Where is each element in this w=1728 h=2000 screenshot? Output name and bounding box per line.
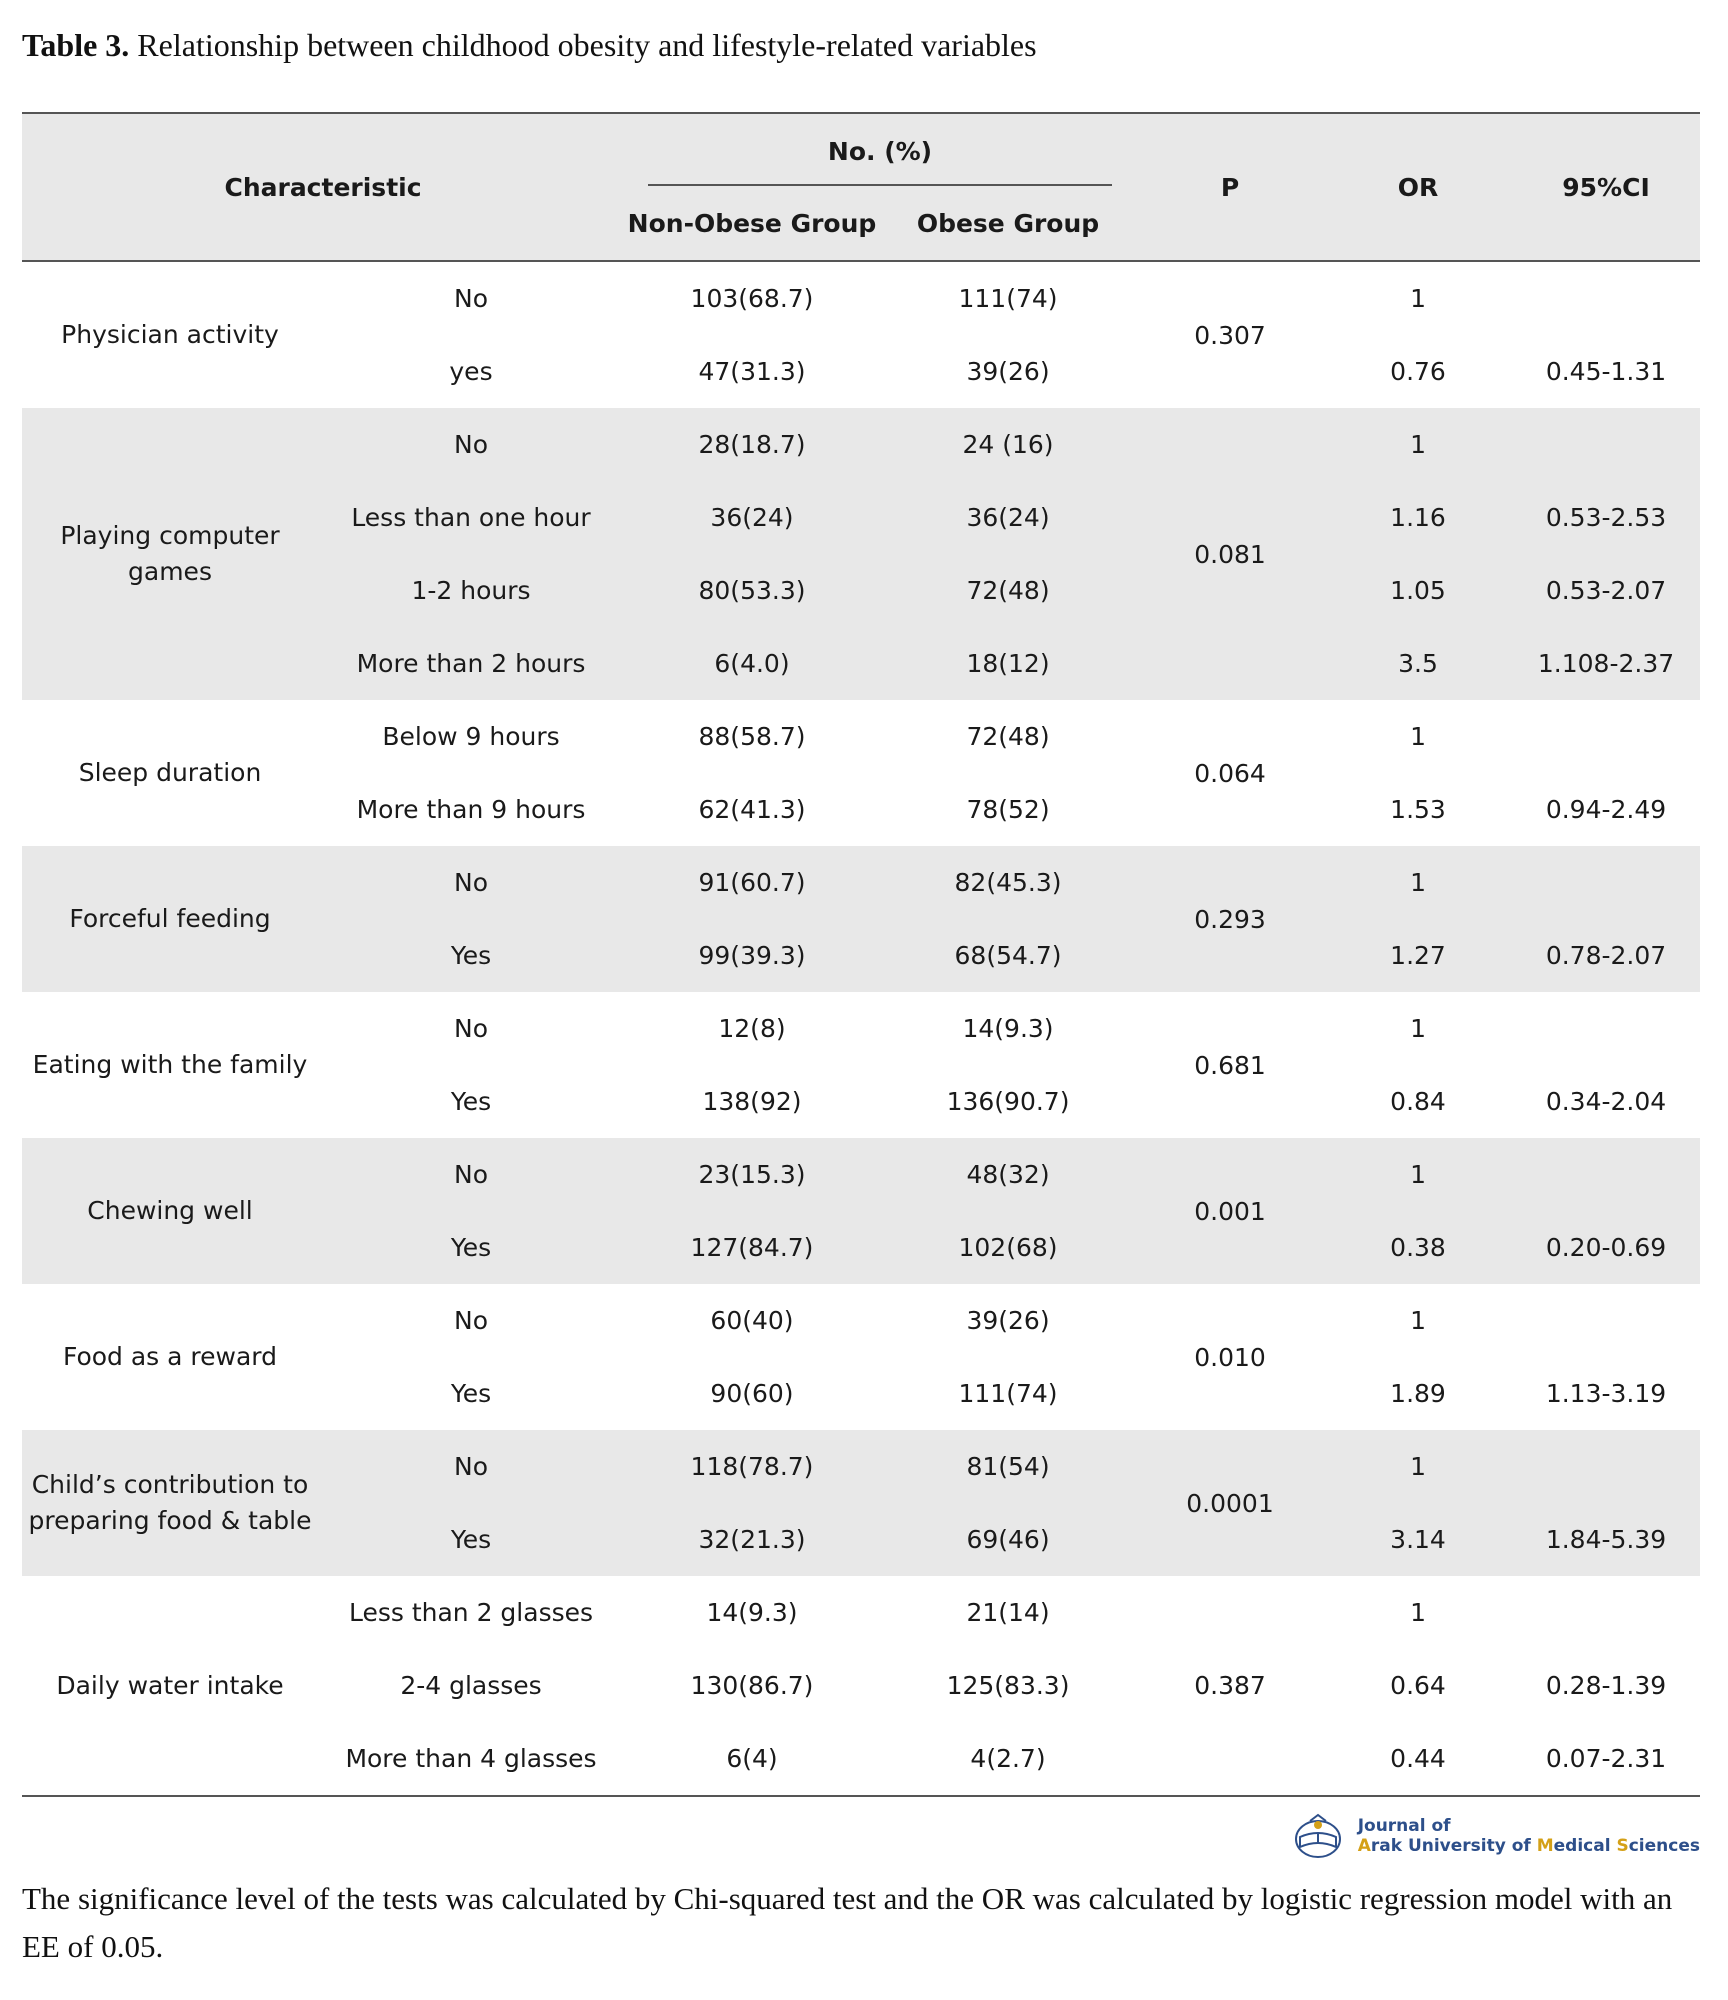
ci-cell: 1.108-2.37 — [1512, 627, 1700, 700]
obese-cell: 82(45.3) — [880, 846, 1136, 919]
footer — [22, 1797, 1700, 1875]
level-cell: 1-2 hours — [318, 554, 624, 627]
logo-text-f: ciences — [1628, 1836, 1700, 1856]
level-cell: More than 4 glasses — [345, 1744, 597, 1773]
journal-logo — [1290, 1811, 1700, 1861]
obese-cell: 69(46) — [880, 1503, 1136, 1576]
non-obese-cell: 80(53.3) — [624, 554, 880, 627]
header-ci: 95%CI — [1562, 172, 1650, 202]
obese-cell: 125(83.3) — [946, 1671, 1070, 1700]
or-cell: 1 — [1410, 1014, 1426, 1043]
table-label: Table 3. — [22, 27, 130, 63]
table-body — [22, 261, 1700, 1796]
or-cell: 1.27 — [1324, 919, 1512, 992]
or-cell: 1 — [1410, 722, 1426, 751]
p-value-cell: 0.0001 — [1136, 1430, 1324, 1576]
level-cell: No — [454, 1014, 488, 1043]
characteristic-name: Forceful feeding — [22, 846, 318, 992]
non-obese-cell: 12(8) — [718, 1014, 786, 1043]
or-cell: 1 — [1324, 1430, 1512, 1503]
non-obese-cell: 14(9.3) — [706, 1598, 798, 1627]
obese-cell: 111(74) — [958, 1379, 1058, 1408]
non-obese-cell: 103(68.7) — [690, 284, 814, 313]
header-characteristic: Characteristic — [224, 172, 422, 202]
or-cell: 1.16 — [1324, 481, 1512, 554]
ci-cell — [1512, 408, 1700, 481]
logo-text-b: rak University of — [1370, 1836, 1537, 1856]
or-cell: 1.05 — [1324, 554, 1512, 627]
ci-cell — [1512, 1430, 1700, 1503]
level-cell: Below 9 hours — [382, 722, 560, 751]
obese-cell: 39(26) — [966, 357, 1050, 386]
header-non-obese: Non-Obese Group — [627, 208, 877, 238]
non-obese-cell: 28(18.7) — [624, 408, 880, 481]
obese-cell: 4(2.7) — [970, 1744, 1046, 1773]
ci-cell: 1.84-5.39 — [1512, 1503, 1700, 1576]
page — [22, 20, 1700, 1971]
ci-cell: 0.94-2.49 — [1545, 795, 1667, 824]
table-row — [22, 1430, 1700, 1503]
level-cell: Less than one hour — [318, 481, 624, 554]
level-cell: yes — [449, 357, 493, 386]
or-cell: 0.64 — [1390, 1671, 1446, 1700]
level-cell: No — [318, 846, 624, 919]
obese-cell: 36(24) — [880, 481, 1136, 554]
non-obese-cell: 6(4.0) — [624, 627, 880, 700]
level-cell: Yes — [318, 1211, 624, 1284]
non-obese-cell: 130(86.7) — [690, 1671, 814, 1700]
ci-cell: 0.20-0.69 — [1512, 1211, 1700, 1284]
or-cell: 3.5 — [1324, 627, 1512, 700]
or-cell: 3.14 — [1324, 1503, 1512, 1576]
characteristic-name: Food as a reward — [62, 1342, 278, 1371]
p-value-cell: 0.307 — [1194, 320, 1266, 350]
or-cell: 0.38 — [1324, 1211, 1512, 1284]
characteristic-name: Playing computer games — [22, 408, 318, 700]
non-obese-cell: 62(41.3) — [698, 795, 806, 824]
characteristic-name: Physician activity — [61, 320, 279, 349]
or-cell: 0.76 — [1390, 357, 1446, 386]
non-obese-cell: 60(40) — [710, 1306, 794, 1335]
ci-cell: 0.78-2.07 — [1512, 919, 1700, 992]
ci-cell: 0.28-1.39 — [1545, 1671, 1667, 1700]
obese-cell: 48(32) — [880, 1138, 1136, 1211]
p-value-cell: 0.081 — [1136, 408, 1324, 700]
level-cell: Yes — [450, 1087, 492, 1116]
p-value-cell: 0.293 — [1136, 846, 1324, 992]
lifestyle-table — [22, 112, 1700, 1797]
table-title: Relationship between childhood obesity and lifestyle-related variables — [137, 27, 1037, 63]
ci-cell: 1.13-3.19 — [1545, 1379, 1667, 1408]
table-caption — [22, 20, 1700, 70]
p-value-cell: 0.681 — [1194, 1050, 1266, 1080]
table-row — [22, 992, 1700, 1065]
non-obese-cell: 23(15.3) — [624, 1138, 880, 1211]
obese-cell: 111(74) — [958, 284, 1058, 313]
ci-cell — [1512, 1138, 1700, 1211]
obese-cell: 18(12) — [880, 627, 1136, 700]
logo-letter-a: A — [1357, 1836, 1371, 1856]
characteristic-name: Daily water intake — [56, 1670, 284, 1700]
or-cell: 1 — [1410, 284, 1426, 313]
table-footnote: The significance level of the tests was calculated by Chi-squared test and the OR was calculated by logistic regression model with an EE of 0.05. — [22, 1881, 1673, 1964]
ci-cell: 0.53-2.07 — [1512, 554, 1700, 627]
header-group — [624, 113, 1136, 186]
table-row — [22, 1576, 1700, 1649]
or-cell: 0.84 — [1390, 1087, 1446, 1116]
journal-name-line1: Journal of — [1357, 1816, 1451, 1836]
level-cell: No — [454, 284, 488, 313]
ci-cell — [1512, 1576, 1700, 1649]
logo-text-d: edical — [1553, 1836, 1617, 1856]
obese-cell: 14(9.3) — [962, 1014, 1054, 1043]
table-row — [22, 700, 1700, 773]
obese-cell: 39(26) — [966, 1306, 1050, 1335]
level-cell: More than 9 hours — [356, 795, 586, 824]
header-or: OR — [1397, 172, 1439, 202]
non-obese-cell: 138(92) — [702, 1087, 802, 1116]
logo-letter-s: S — [1616, 1836, 1629, 1856]
non-obese-cell: 91(60.7) — [624, 846, 880, 919]
obese-cell: 21(14) — [966, 1598, 1050, 1627]
obese-cell: 81(54) — [880, 1430, 1136, 1503]
table-header — [22, 113, 1700, 261]
ci-cell — [1512, 700, 1700, 773]
level-cell: More than 2 hours — [318, 627, 624, 700]
table-row — [22, 846, 1700, 919]
or-cell: 1 — [1410, 1306, 1426, 1335]
or-cell: 1 — [1324, 1138, 1512, 1211]
non-obese-cell: 36(24) — [624, 481, 880, 554]
ci-cell: 0.53-2.53 — [1512, 481, 1700, 554]
obese-cell: 136(90.7) — [946, 1087, 1070, 1116]
or-cell: 1 — [1324, 408, 1512, 481]
non-obese-cell: 127(84.7) — [624, 1211, 880, 1284]
p-value-cell: 0.064 — [1194, 758, 1266, 788]
ci-cell: 0.34-2.04 — [1545, 1087, 1667, 1116]
table-row — [22, 408, 1700, 481]
header-p: P — [1220, 172, 1240, 202]
table-row — [22, 1138, 1700, 1211]
p-value-cell: 0.010 — [1194, 1342, 1266, 1372]
ci-cell — [1512, 846, 1700, 919]
obese-cell: 102(68) — [880, 1211, 1136, 1284]
header-group-label: No. (%) — [648, 137, 1112, 186]
book-emblem-icon — [1290, 1811, 1354, 1861]
ci-cell: 0.07-2.31 — [1545, 1744, 1667, 1773]
obese-cell: 72(48) — [966, 722, 1050, 751]
characteristic-name: Eating with the family — [32, 1050, 308, 1079]
characteristic-name: Chewing well — [22, 1138, 318, 1284]
level-cell: Yes — [318, 1503, 624, 1576]
or-cell: 0.44 — [1390, 1744, 1446, 1773]
ci-cell — [1512, 1284, 1700, 1357]
journal-name-line2 — [1358, 1836, 1700, 1856]
ci-cell — [1512, 261, 1700, 335]
or-cell: 1 — [1410, 1598, 1426, 1627]
non-obese-cell: 118(78.7) — [624, 1430, 880, 1503]
p-value-cell: 0.387 — [1194, 1671, 1266, 1700]
p-value-cell: 0.001 — [1136, 1138, 1324, 1284]
ci-cell — [1512, 992, 1700, 1065]
level-cell: Yes — [318, 919, 624, 992]
logo-letter-m: M — [1536, 1836, 1554, 1856]
header-obese: Obese Group — [916, 208, 1100, 238]
non-obese-cell: 90(60) — [710, 1379, 794, 1408]
obese-cell: 78(52) — [966, 795, 1050, 824]
obese-cell: 24 (16) — [880, 408, 1136, 481]
obese-cell: 68(54.7) — [880, 919, 1136, 992]
non-obese-cell: 47(31.3) — [698, 357, 806, 386]
non-obese-cell: 99(39.3) — [624, 919, 880, 992]
non-obese-cell: 32(21.3) — [624, 1503, 880, 1576]
level-cell: No — [318, 1138, 624, 1211]
or-cell: 1.53 — [1390, 795, 1446, 824]
level-cell: No — [318, 1430, 624, 1503]
ci-cell: 0.45-1.31 — [1545, 357, 1667, 386]
level-cell: No — [318, 408, 624, 481]
non-obese-cell: 88(58.7) — [698, 722, 806, 751]
level-cell: Yes — [450, 1379, 492, 1408]
table-row — [22, 261, 1700, 335]
non-obese-cell: 6(4) — [726, 1744, 778, 1773]
characteristic-name: Child’s contribution to preparing food & table — [22, 1430, 318, 1576]
characteristic-name: Sleep duration — [78, 758, 262, 787]
level-cell: Less than 2 glasses — [348, 1598, 594, 1627]
table-row — [22, 1284, 1700, 1357]
level-cell: No — [454, 1306, 488, 1335]
level-cell: 2-4 glasses — [400, 1671, 542, 1700]
or-cell: 1 — [1324, 846, 1512, 919]
or-cell: 1.89 — [1390, 1379, 1446, 1408]
journal-name — [1358, 1816, 1700, 1856]
obese-cell: 72(48) — [880, 554, 1136, 627]
